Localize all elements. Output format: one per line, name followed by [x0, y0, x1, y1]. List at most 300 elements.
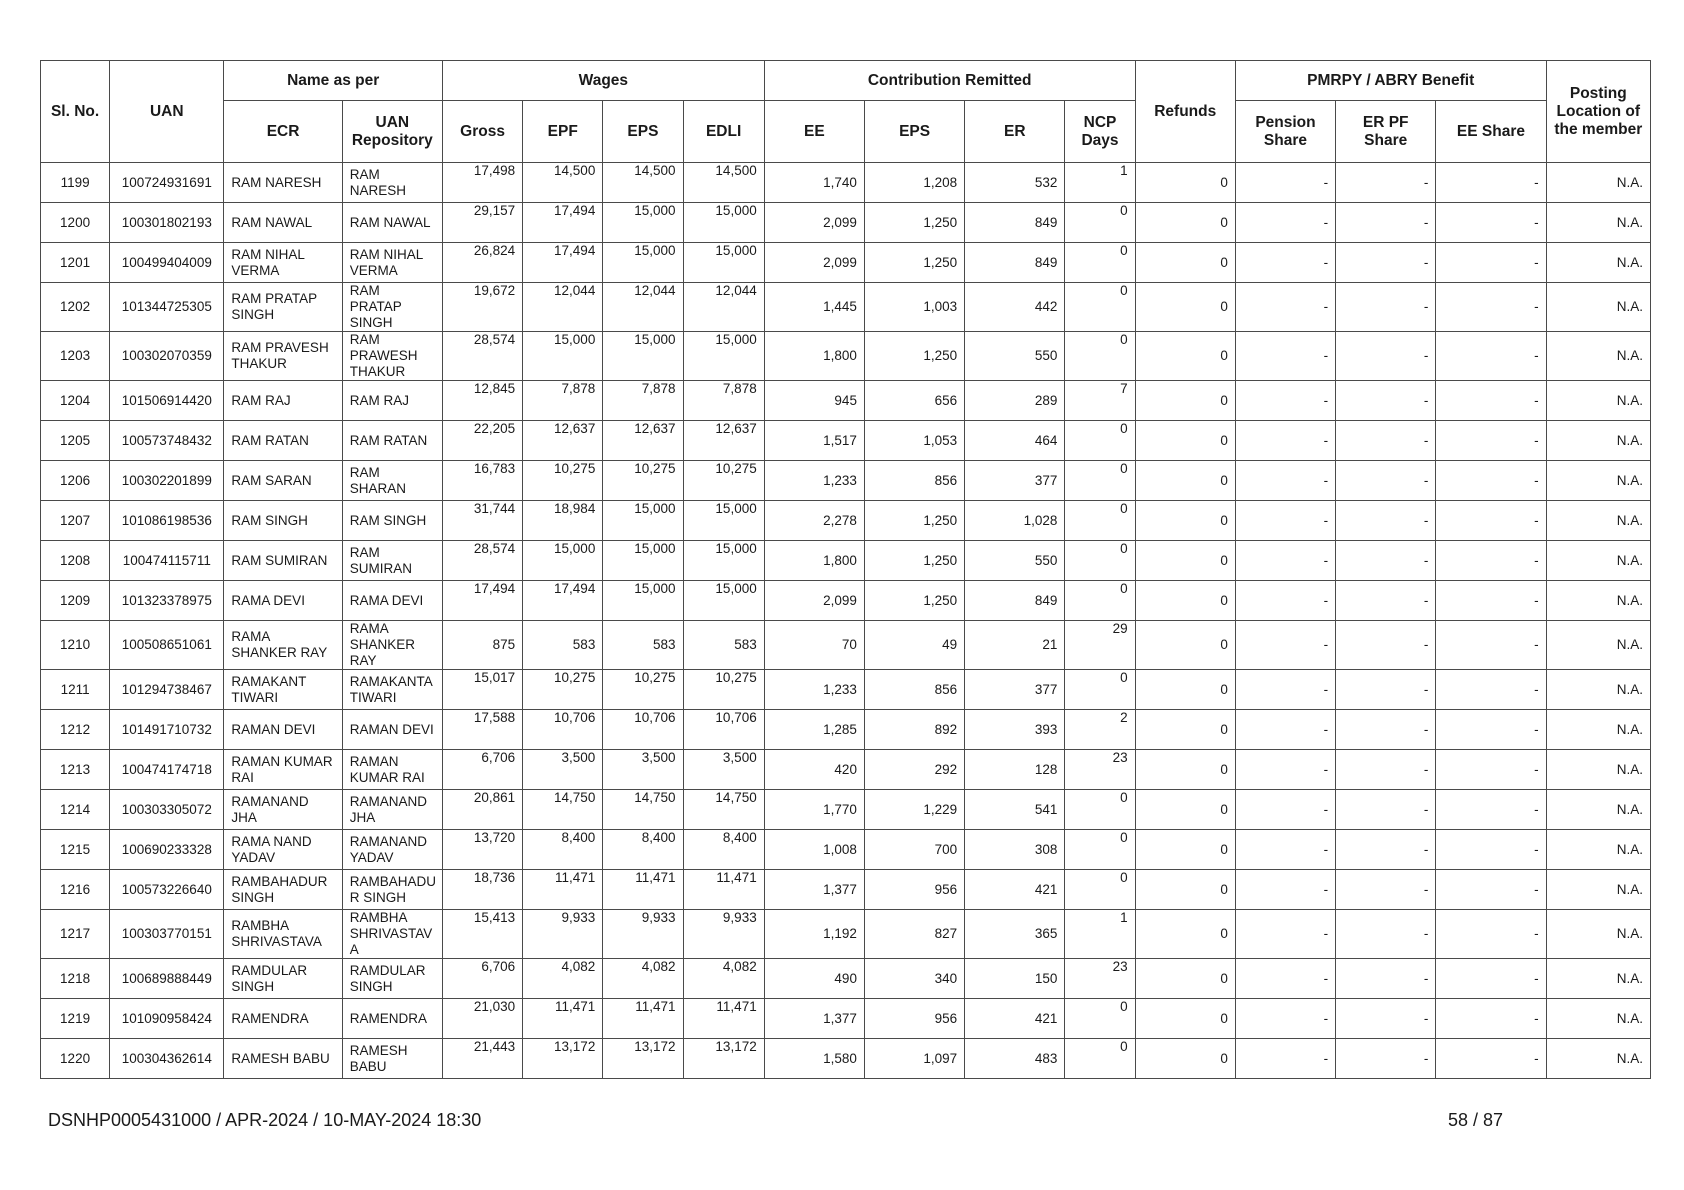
cell-epf: 17,494 — [523, 243, 603, 283]
header-gross: Gross — [442, 101, 522, 163]
cell-epf: 10,275 — [523, 461, 603, 501]
cell-ncp-days: 23 — [1065, 959, 1135, 999]
cell-gross: 31,744 — [442, 501, 522, 541]
cell-ecr-name: RAMBAHADUR SINGH — [224, 870, 342, 910]
cell-uan-repository-name: RAM NIHAL VERMA — [342, 243, 442, 283]
cell-er-pf-share: - — [1336, 283, 1436, 332]
cell-uan-repository-name: RAM SUMIRAN — [342, 541, 442, 581]
cell-ee-share: - — [1436, 243, 1546, 283]
cell-pension-share: - — [1235, 501, 1335, 541]
cell-uan-repository-name: RAMDULAR SINGH — [342, 959, 442, 999]
cell-edli: 15,000 — [683, 203, 764, 243]
cell-ecr-name: RAMANAND JHA — [224, 790, 342, 830]
cell-ee-share: - — [1436, 670, 1546, 710]
cell-edli: 10,275 — [683, 461, 764, 501]
cell-uan-repository-name: RAM RAJ — [342, 381, 442, 421]
cell-ncp-days: 0 — [1065, 243, 1135, 283]
cell-uan: 101090958424 — [110, 999, 224, 1039]
cell-refunds: 0 — [1135, 959, 1235, 999]
cell-gross: 6,706 — [442, 959, 522, 999]
cell-sl-no: 1218 — [41, 959, 110, 999]
cell-posting-location: N.A. — [1546, 381, 1650, 421]
cell-ncp-days: 0 — [1065, 501, 1135, 541]
cell-epf: 15,000 — [523, 541, 603, 581]
cell-eps: 12,637 — [603, 421, 683, 461]
cell-posting-location: N.A. — [1546, 870, 1650, 910]
cell-er: 550 — [965, 332, 1065, 381]
cell-sl-no: 1219 — [41, 999, 110, 1039]
header-er-pf-share: ER PF Share — [1336, 101, 1436, 163]
cell-gross: 17,588 — [442, 710, 522, 750]
cell-uan: 100474174718 — [110, 750, 224, 790]
cell-gross: 16,783 — [442, 461, 522, 501]
cell-er-pf-share: - — [1336, 870, 1436, 910]
table-row — [41, 870, 1651, 910]
ecr-table — [40, 60, 1651, 1079]
cell-pension-share: - — [1235, 710, 1335, 750]
cell-pension-share: - — [1235, 830, 1335, 870]
cell-uan: 100301802193 — [110, 203, 224, 243]
cell-refunds: 0 — [1135, 870, 1235, 910]
cell-eps: 15,000 — [603, 332, 683, 381]
cell-uan: 101086198536 — [110, 501, 224, 541]
cell-pension-share: - — [1235, 581, 1335, 621]
cell-ecr-name: RAM PRATAP SINGH — [224, 283, 342, 332]
cell-uan: 100302201899 — [110, 461, 224, 501]
cell-posting-location: N.A. — [1546, 243, 1650, 283]
cell-ecr-name: RAM PRAVESH THAKUR — [224, 332, 342, 381]
cell-sl-no: 1220 — [41, 1039, 110, 1079]
cell-ee-share: - — [1436, 870, 1546, 910]
cell-epf: 10,706 — [523, 710, 603, 750]
cell-pension-share: - — [1235, 332, 1335, 381]
cell-er-pf-share: - — [1336, 1039, 1436, 1079]
cell-posting-location: N.A. — [1546, 203, 1650, 243]
table-header — [41, 61, 1651, 163]
cell-er: 483 — [965, 1039, 1065, 1079]
cell-eps: 15,000 — [603, 541, 683, 581]
cell-contribution-eps: 892 — [864, 710, 964, 750]
cell-refunds: 0 — [1135, 710, 1235, 750]
cell-pension-share: - — [1235, 621, 1335, 670]
cell-refunds: 0 — [1135, 461, 1235, 501]
cell-ecr-name: RAMA DEVI — [224, 581, 342, 621]
table-row — [41, 203, 1651, 243]
cell-edli: 583 — [683, 621, 764, 670]
cell-posting-location: N.A. — [1546, 830, 1650, 870]
cell-refunds: 0 — [1135, 163, 1235, 203]
cell-eps: 15,000 — [603, 243, 683, 283]
cell-eps: 4,082 — [603, 959, 683, 999]
cell-uan: 100573748432 — [110, 421, 224, 461]
cell-er-pf-share: - — [1336, 581, 1436, 621]
cell-gross: 22,205 — [442, 421, 522, 461]
cell-refunds: 0 — [1135, 332, 1235, 381]
cell-uan-repository-name: RAMAKANTA TIWARI — [342, 670, 442, 710]
cell-edli: 4,082 — [683, 959, 764, 999]
cell-pension-share: - — [1235, 1039, 1335, 1079]
cell-pension-share: - — [1235, 670, 1335, 710]
cell-ee-share: - — [1436, 461, 1546, 501]
cell-ee: 1,517 — [764, 421, 864, 461]
cell-ecr-name: RAMA NAND YADAV — [224, 830, 342, 870]
cell-ee: 2,278 — [764, 501, 864, 541]
cell-ncp-days: 0 — [1065, 1039, 1135, 1079]
cell-ee-share: - — [1436, 203, 1546, 243]
table-row — [41, 750, 1651, 790]
cell-pension-share: - — [1235, 461, 1335, 501]
table-row — [41, 670, 1651, 710]
table-row — [41, 541, 1651, 581]
cell-ncp-days: 0 — [1065, 581, 1135, 621]
cell-contribution-eps: 1,229 — [864, 790, 964, 830]
cell-refunds: 0 — [1135, 243, 1235, 283]
cell-epf: 18,984 — [523, 501, 603, 541]
cell-edli: 7,878 — [683, 381, 764, 421]
cell-ee: 2,099 — [764, 581, 864, 621]
cell-er-pf-share: - — [1336, 621, 1436, 670]
cell-eps: 583 — [603, 621, 683, 670]
cell-ncp-days: 23 — [1065, 750, 1135, 790]
cell-posting-location: N.A. — [1546, 999, 1650, 1039]
cell-sl-no: 1212 — [41, 710, 110, 750]
cell-gross: 29,157 — [442, 203, 522, 243]
cell-ee-share: - — [1436, 541, 1546, 581]
cell-epf: 14,750 — [523, 790, 603, 830]
cell-edli: 15,000 — [683, 243, 764, 283]
cell-contribution-eps: 1,250 — [864, 581, 964, 621]
cell-eps: 8,400 — [603, 830, 683, 870]
cell-edli: 14,750 — [683, 790, 764, 830]
cell-ee: 1,377 — [764, 870, 864, 910]
cell-epf: 12,637 — [523, 421, 603, 461]
cell-contribution-eps: 856 — [864, 670, 964, 710]
cell-contribution-eps: 1,097 — [864, 1039, 964, 1079]
cell-er: 377 — [965, 670, 1065, 710]
cell-posting-location: N.A. — [1546, 332, 1650, 381]
cell-ee: 1,377 — [764, 999, 864, 1039]
cell-er: 849 — [965, 581, 1065, 621]
cell-eps: 13,172 — [603, 1039, 683, 1079]
cell-ee-share: - — [1436, 501, 1546, 541]
cell-ee-share: - — [1436, 381, 1546, 421]
cell-posting-location: N.A. — [1546, 621, 1650, 670]
cell-ee-share: - — [1436, 959, 1546, 999]
cell-ecr-name: RAMDULAR SINGH — [224, 959, 342, 999]
header-eps: EPS — [603, 101, 683, 163]
cell-edli: 15,000 — [683, 581, 764, 621]
header-name-as-per: Name as per — [224, 61, 443, 101]
cell-uan-repository-name: RAMBHA SHRIVASTAV A — [342, 910, 442, 959]
cell-ecr-name: RAM RATAN — [224, 421, 342, 461]
cell-er: 464 — [965, 421, 1065, 461]
cell-uan: 100499404009 — [110, 243, 224, 283]
cell-ncp-days: 0 — [1065, 830, 1135, 870]
cell-edli: 11,471 — [683, 870, 764, 910]
cell-ee: 1,285 — [764, 710, 864, 750]
header-wages: Wages — [442, 61, 764, 101]
cell-er-pf-share: - — [1336, 461, 1436, 501]
cell-ncp-days: 0 — [1065, 670, 1135, 710]
cell-gross: 28,574 — [442, 541, 522, 581]
cell-refunds: 0 — [1135, 581, 1235, 621]
cell-ncp-days: 0 — [1065, 421, 1135, 461]
cell-sl-no: 1201 — [41, 243, 110, 283]
cell-uan: 101344725305 — [110, 283, 224, 332]
cell-uan: 100302070359 — [110, 332, 224, 381]
cell-gross: 13,720 — [442, 830, 522, 870]
cell-uan-repository-name: RAM SHARAN — [342, 461, 442, 501]
cell-ee: 1,800 — [764, 541, 864, 581]
cell-ecr-name: RAMA SHANKER RAY — [224, 621, 342, 670]
cell-edli: 3,500 — [683, 750, 764, 790]
cell-ecr-name: RAMBHA SHRIVASTAVA — [224, 910, 342, 959]
cell-pension-share: - — [1235, 910, 1335, 959]
table-row — [41, 581, 1651, 621]
footer-page-number: 58 / 87 — [1448, 1110, 1504, 1130]
cell-refunds: 0 — [1135, 283, 1235, 332]
cell-gross: 19,672 — [442, 283, 522, 332]
table-row — [41, 910, 1651, 959]
cell-sl-no: 1203 — [41, 332, 110, 381]
cell-pension-share: - — [1235, 283, 1335, 332]
cell-ncp-days: 0 — [1065, 870, 1135, 910]
cell-er: 289 — [965, 381, 1065, 421]
header-pension-share: Pension Share — [1235, 101, 1335, 163]
cell-eps: 15,000 — [603, 581, 683, 621]
cell-ee: 1,192 — [764, 910, 864, 959]
cell-ecr-name: RAM SARAN — [224, 461, 342, 501]
cell-uan-repository-name: RAMANAND JHA — [342, 790, 442, 830]
cell-pension-share: - — [1235, 163, 1335, 203]
cell-sl-no: 1216 — [41, 870, 110, 910]
cell-uan: 100304362614 — [110, 1039, 224, 1079]
cell-posting-location: N.A. — [1546, 541, 1650, 581]
cell-ecr-name: RAMAKANT TIWARI — [224, 670, 342, 710]
footer-document-ref: DSNHP0005431000 / APR-2024 / 10-MAY-2024 18:30 — [48, 1110, 482, 1130]
cell-contribution-eps: 1,250 — [864, 203, 964, 243]
cell-er-pf-share: - — [1336, 332, 1436, 381]
cell-epf: 9,933 — [523, 910, 603, 959]
cell-posting-location: N.A. — [1546, 581, 1650, 621]
cell-ee-share: - — [1436, 421, 1546, 461]
cell-contribution-eps: 1,053 — [864, 421, 964, 461]
cell-pension-share: - — [1235, 541, 1335, 581]
cell-eps: 14,750 — [603, 790, 683, 830]
cell-posting-location: N.A. — [1546, 163, 1650, 203]
cell-contribution-eps: 49 — [864, 621, 964, 670]
cell-ee-share: - — [1436, 621, 1546, 670]
cell-er: 393 — [965, 710, 1065, 750]
cell-ee: 1,008 — [764, 830, 864, 870]
cell-refunds: 0 — [1135, 910, 1235, 959]
cell-uan: 100474115711 — [110, 541, 224, 581]
cell-pension-share: - — [1235, 381, 1335, 421]
header-posting-location: Posting Location of the member — [1546, 61, 1650, 163]
cell-contribution-eps: 1,250 — [864, 501, 964, 541]
cell-er-pf-share: - — [1336, 959, 1436, 999]
cell-uan: 101323378975 — [110, 581, 224, 621]
cell-ncp-days: 2 — [1065, 710, 1135, 750]
cell-er-pf-share: - — [1336, 670, 1436, 710]
cell-uan-repository-name: RAMAN DEVI — [342, 710, 442, 750]
cell-sl-no: 1199 — [41, 163, 110, 203]
table-row — [41, 1039, 1651, 1079]
cell-ncp-days: 0 — [1065, 283, 1135, 332]
cell-ee: 490 — [764, 959, 864, 999]
cell-uan-repository-name: RAMESH BABU — [342, 1039, 442, 1079]
cell-ee: 1,800 — [764, 332, 864, 381]
cell-uan-repository-name: RAM PRAWESH THAKUR — [342, 332, 442, 381]
cell-gross: 15,017 — [442, 670, 522, 710]
cell-er-pf-share: - — [1336, 830, 1436, 870]
cell-uan: 100690233328 — [110, 830, 224, 870]
cell-sl-no: 1202 — [41, 283, 110, 332]
cell-refunds: 0 — [1135, 621, 1235, 670]
cell-sl-no: 1206 — [41, 461, 110, 501]
cell-ncp-days: 0 — [1065, 461, 1135, 501]
cell-sl-no: 1204 — [41, 381, 110, 421]
cell-pension-share: - — [1235, 870, 1335, 910]
cell-gross: 26,824 — [442, 243, 522, 283]
cell-epf: 17,494 — [523, 203, 603, 243]
cell-ee: 1,770 — [764, 790, 864, 830]
cell-epf: 17,494 — [523, 581, 603, 621]
cell-contribution-eps: 956 — [864, 999, 964, 1039]
cell-er: 308 — [965, 830, 1065, 870]
cell-ee: 1,740 — [764, 163, 864, 203]
header-refunds: Refunds — [1135, 61, 1235, 163]
cell-er: 150 — [965, 959, 1065, 999]
cell-contribution-eps: 827 — [864, 910, 964, 959]
cell-uan-repository-name: RAMANAND YADAV — [342, 830, 442, 870]
table-row — [41, 959, 1651, 999]
cell-uan: 100573226640 — [110, 870, 224, 910]
cell-ecr-name: RAM NARESH — [224, 163, 342, 203]
table-row — [41, 243, 1651, 283]
cell-pension-share: - — [1235, 750, 1335, 790]
header-contribution-eps: EPS — [864, 101, 964, 163]
cell-uan-repository-name: RAM RATAN — [342, 421, 442, 461]
cell-eps: 11,471 — [603, 870, 683, 910]
cell-ee: 1,445 — [764, 283, 864, 332]
cell-uan-repository-name: RAMA SHANKER RAY — [342, 621, 442, 670]
cell-ncp-days: 1 — [1065, 910, 1135, 959]
cell-er: 377 — [965, 461, 1065, 501]
cell-posting-location: N.A. — [1546, 461, 1650, 501]
cell-ee-share: - — [1436, 581, 1546, 621]
cell-epf: 12,044 — [523, 283, 603, 332]
cell-ee: 2,099 — [764, 243, 864, 283]
cell-gross: 17,494 — [442, 581, 522, 621]
cell-er-pf-share: - — [1336, 999, 1436, 1039]
cell-ecr-name: RAM RAJ — [224, 381, 342, 421]
cell-refunds: 0 — [1135, 790, 1235, 830]
cell-eps: 9,933 — [603, 910, 683, 959]
cell-er: 532 — [965, 163, 1065, 203]
cell-er-pf-share: - — [1336, 910, 1436, 959]
cell-ncp-days: 7 — [1065, 381, 1135, 421]
table-row — [41, 621, 1651, 670]
cell-sl-no: 1209 — [41, 581, 110, 621]
cell-epf: 8,400 — [523, 830, 603, 870]
cell-eps: 10,275 — [603, 461, 683, 501]
cell-ee-share: - — [1436, 999, 1546, 1039]
cell-refunds: 0 — [1135, 421, 1235, 461]
cell-eps: 3,500 — [603, 750, 683, 790]
cell-refunds: 0 — [1135, 750, 1235, 790]
cell-ncp-days: 0 — [1065, 332, 1135, 381]
cell-pension-share: - — [1235, 790, 1335, 830]
table-row — [41, 790, 1651, 830]
cell-sl-no: 1214 — [41, 790, 110, 830]
cell-ee-share: - — [1436, 332, 1546, 381]
cell-uan-repository-name: RAM NARESH — [342, 163, 442, 203]
header-epf: EPF — [523, 101, 603, 163]
cell-ecr-name: RAMAN KUMAR RAI — [224, 750, 342, 790]
cell-sl-no: 1207 — [41, 501, 110, 541]
cell-pension-share: - — [1235, 421, 1335, 461]
cell-ee-share: - — [1436, 1039, 1546, 1079]
cell-sl-no: 1200 — [41, 203, 110, 243]
table-row — [41, 501, 1651, 541]
cell-er: 550 — [965, 541, 1065, 581]
table-row — [41, 283, 1651, 332]
header-uan-repository: UAN Repository — [342, 101, 442, 163]
cell-ecr-name: RAM SUMIRAN — [224, 541, 342, 581]
cell-uan: 100303305072 — [110, 790, 224, 830]
cell-epf: 14,500 — [523, 163, 603, 203]
cell-ncp-days: 0 — [1065, 790, 1135, 830]
cell-ee-share: - — [1436, 750, 1546, 790]
cell-sl-no: 1208 — [41, 541, 110, 581]
cell-gross: 21,030 — [442, 999, 522, 1039]
cell-er-pf-share: - — [1336, 381, 1436, 421]
cell-ncp-days: 29 — [1065, 621, 1135, 670]
cell-ncp-days: 0 — [1065, 541, 1135, 581]
table-row — [41, 830, 1651, 870]
cell-uan: 100508651061 — [110, 621, 224, 670]
cell-ee: 945 — [764, 381, 864, 421]
cell-gross: 21,443 — [442, 1039, 522, 1079]
cell-edli: 14,500 — [683, 163, 764, 203]
cell-eps: 10,275 — [603, 670, 683, 710]
cell-pension-share: - — [1235, 243, 1335, 283]
cell-ee: 2,099 — [764, 203, 864, 243]
cell-ee: 1,580 — [764, 1039, 864, 1079]
cell-contribution-eps: 1,208 — [864, 163, 964, 203]
cell-contribution-eps: 656 — [864, 381, 964, 421]
cell-uan-repository-name: RAM SINGH — [342, 501, 442, 541]
cell-epf: 11,471 — [523, 999, 603, 1039]
cell-uan-repository-name: RAMA DEVI — [342, 581, 442, 621]
cell-uan: 100724931691 — [110, 163, 224, 203]
cell-epf: 3,500 — [523, 750, 603, 790]
cell-ee-share: - — [1436, 790, 1546, 830]
cell-epf: 11,471 — [523, 870, 603, 910]
cell-sl-no: 1205 — [41, 421, 110, 461]
cell-er-pf-share: - — [1336, 710, 1436, 750]
table-row — [41, 999, 1651, 1039]
cell-ee-share: - — [1436, 710, 1546, 750]
cell-pension-share: - — [1235, 203, 1335, 243]
cell-contribution-eps: 700 — [864, 830, 964, 870]
cell-ncp-days: 1 — [1065, 163, 1135, 203]
cell-ecr-name: RAMESH BABU — [224, 1039, 342, 1079]
table-row — [41, 163, 1651, 203]
cell-epf: 7,878 — [523, 381, 603, 421]
cell-sl-no: 1215 — [41, 830, 110, 870]
